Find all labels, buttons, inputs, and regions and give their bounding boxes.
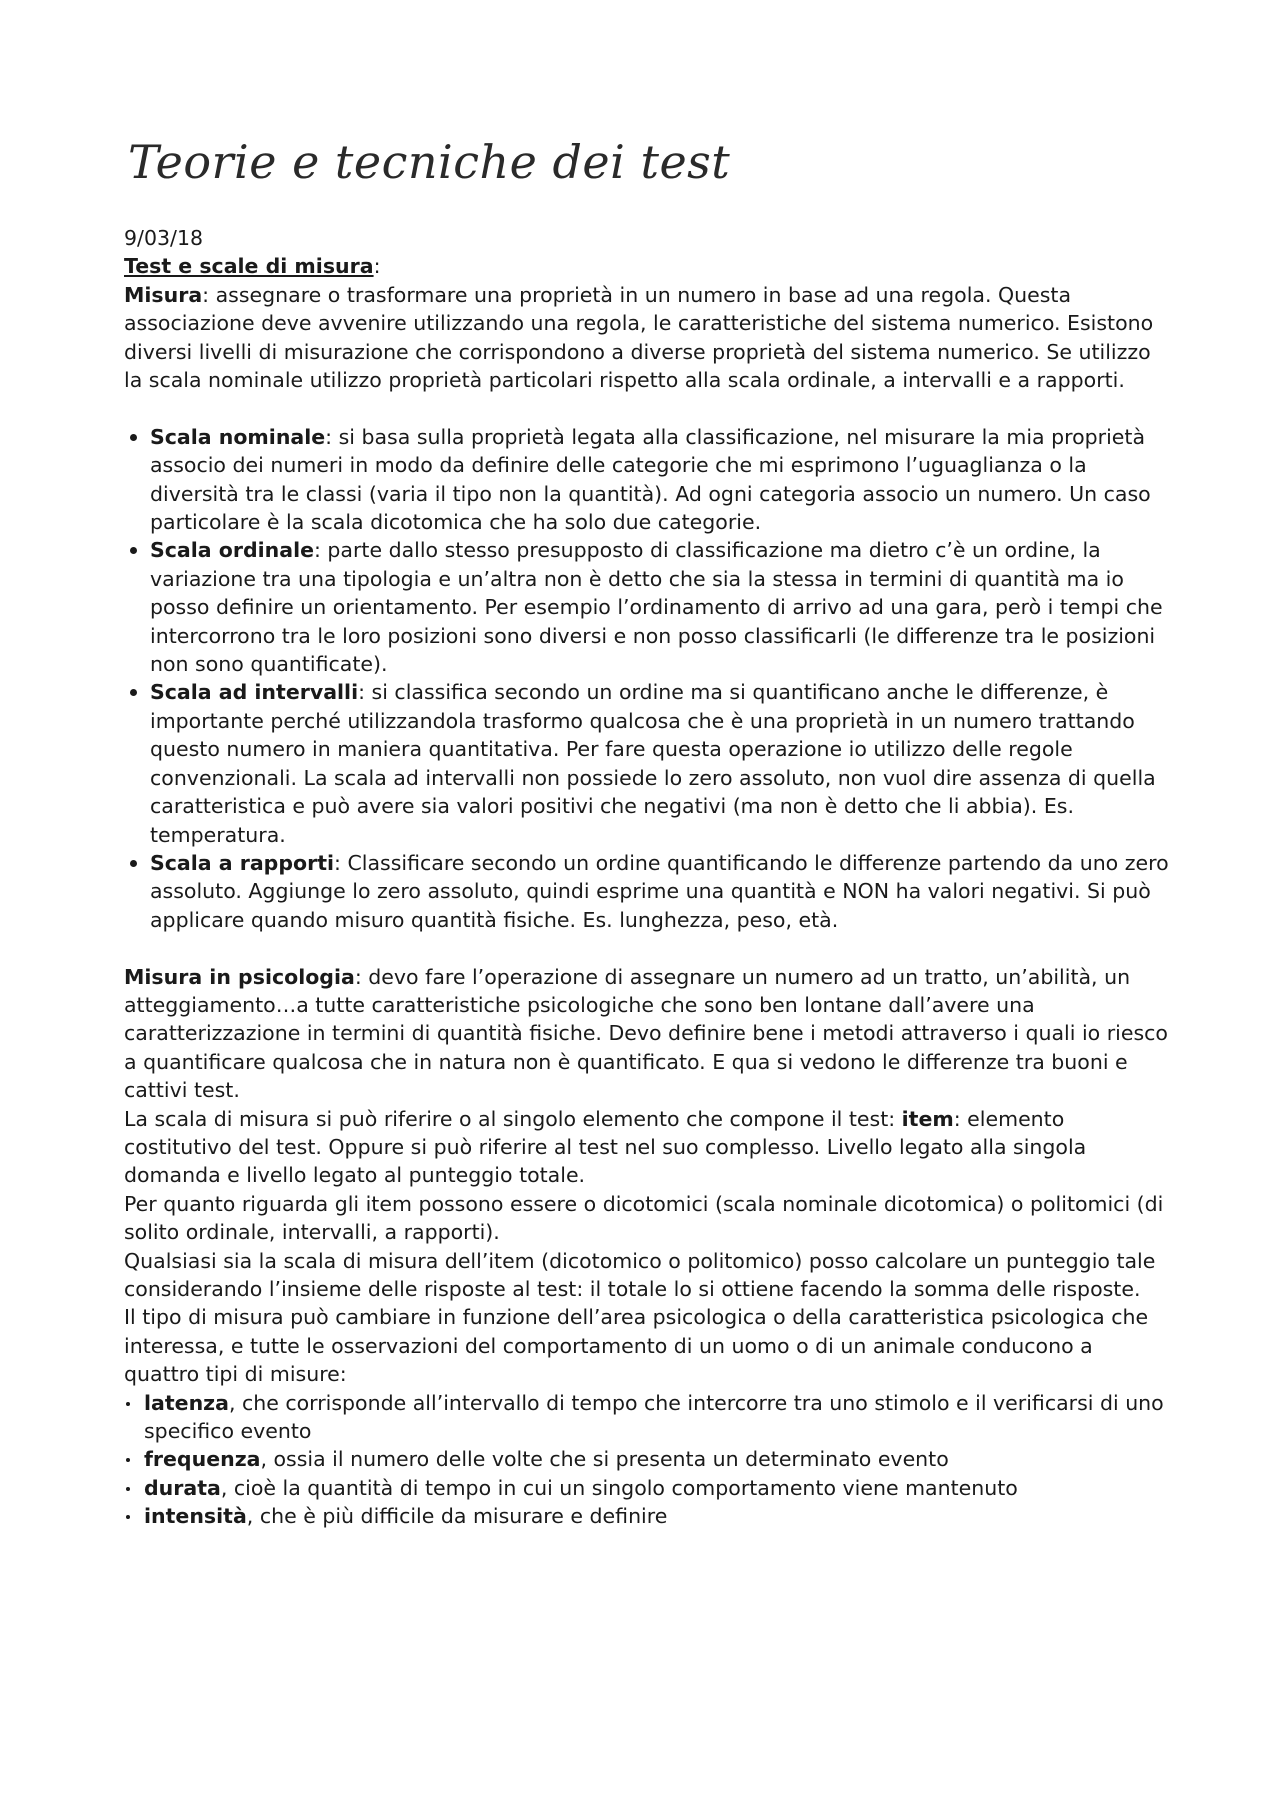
misura-term: Misura <box>124 282 203 307</box>
tipo-misura-paragraph: Il tipo di misura può cambiare in funzione dell’area psicologica o della caratteristica psicologica che interessa, e tutte le osservazioni del comportamento di un uomo o di un animale conducono a quattro tipi di misure: <box>124 1305 1149 1387</box>
section-heading: Test e scale di misura: <box>124 254 381 279</box>
list-item <box>124 849 1174 934</box>
measures-list <box>124 1389 1174 1531</box>
psicologia-text: : devo fare l’operazione di assegnare un numero ad un tratto, un’abilità, un atteggiamento…a tutte caratteristiche psicologiche che sono ben lontane dall’avere una caratterizzazione in termini di quantità fisiche. Devo definire bene i metodi attraverso i quali io riesco a quantificare qualcosa che in natura non è quantificato. E qua si vedono le differenze tra buoni e cattivi test. <box>124 964 1168 1103</box>
item-types-paragraph: Per quanto riguarda gli item possono essere o dicotomici (scala nominale dicotomica) o politomici (di solito ordinale, intervalli, a rapporti). <box>124 1191 1164 1245</box>
document-body <box>124 224 1174 1531</box>
scale-text: : Classificare secondo un ordine quantificando le differenze partendo da uno zero assoluto. Aggiunge lo zero assoluto, quindi esprime una quantità e NON ha valori negativi. Si può applicare quando misuro quantità fisiche. Es. lunghezza, peso, età. <box>150 850 1169 932</box>
measure-term: latenza <box>144 1390 229 1415</box>
scale-text: : si basa sulla proprietà legata alla classificazione, nel misurare la mia proprietà associo dei numeri in modo da definire delle categorie che mi esprimono l’uguaglianza o la diversità tra le classi (varia il tipo non la quantità). Ad ogni categoria associo un numero. Un caso particolare è la scala dicotomica che ha solo due categorie. <box>150 424 1151 535</box>
list-item <box>124 423 1174 537</box>
scale-term: Scala ad intervalli <box>150 680 359 705</box>
psicologia-term: Misura in psicologia <box>124 964 355 989</box>
measure-term: frequenza <box>144 1447 261 1472</box>
list-item: intensità, che è più difficile da misurare e definire <box>124 1502 1174 1530</box>
list-item: frequenza, ossia il numero delle volte che si presenta un determinato evento <box>124 1445 1174 1473</box>
list-item: latenza, che corrisponde all’intervallo di tempo che intercorre tra uno stimolo e il verificarsi di uno specifico evento <box>124 1389 1174 1446</box>
scale-term: Scala ordinale <box>150 538 314 563</box>
item-term: item <box>901 1106 954 1131</box>
misura-text: : assegnare o trasformare una proprietà in un numero in base ad una regola. Questa associazione deve avvenire utilizzando una regola, le caratteristiche del sistema numerico. Esistono diversi livelli di misurazione che corrispondono a diverse proprietà del sistema numerico. Se utilizzo la scala nominale utilizzo proprietà particolari rispetto alla scala ordinale, a intervalli e a rapporti. <box>124 282 1154 393</box>
date-line: 9/03/18 <box>124 226 204 250</box>
punteggio-paragraph: Qualsiasi sia la scala di misura dell’item (dicotomico o politomico) posso calcolare un punteggio tale considerando l’insieme delle risposte al test: il totale lo si ottiene facendo la somma delle risposte. <box>124 1248 1156 1301</box>
scale-text: : parte dallo stesso presupposto di classificazione ma dietro c’è un ordine, la variazione tra una tipologia e un’altra non è detto che sia la stessa in termini di quantità ma io posso definire un orientamento. Per esempio l’ordinamento di arrivo ad una gara, però i tempi che intercorrono tra le loro posizioni sono diversi e non posso classificarli (le differenze tra le posizioni non sono quantificate). <box>150 538 1163 677</box>
list-item: durata, cioè la quantità di tempo in cui un singolo comportamento viene mantenuto <box>124 1474 1174 1502</box>
scale-term: Scala a rapporti <box>150 850 335 875</box>
list-item <box>124 678 1174 848</box>
scale-term: Scala nominale <box>150 424 326 449</box>
scale-text: : si classifica secondo un ordine ma si quantificano anche le differenze, è importante perché utilizzandola trasformo qualcosa che è una proprietà in un numero trattando questo numero in maniera quantitativa. Per fare questa operazione io utilizzo delle regole convenzionali. La scala ad intervalli non possiede lo zero assoluto, non vuol dire assenza di quella caratteristica e può avere sia valori positivi che negativi (ma non è detto che li abbia). Es. temperatura. <box>150 680 1156 847</box>
psicologia-paragraph <box>124 963 1174 1105</box>
measure-term: intensità <box>144 1504 247 1529</box>
section-heading-text: Test e scale di misura <box>124 254 374 279</box>
list-item <box>124 536 1174 678</box>
document-title: Teorie e tecniche dei test <box>128 135 731 189</box>
misura-paragraph <box>124 281 1174 395</box>
measure-term: durata <box>144 1475 221 1500</box>
scale-list <box>124 423 1174 934</box>
item-paragraph: La scala di misura si può riferire o al singolo elemento che compone il test: item: elemento costitutivo del test. Oppure si può riferire al test nel suo complesso. Livello legato alla singola domanda e livello legato al punteggio totale. <box>124 1106 1087 1188</box>
